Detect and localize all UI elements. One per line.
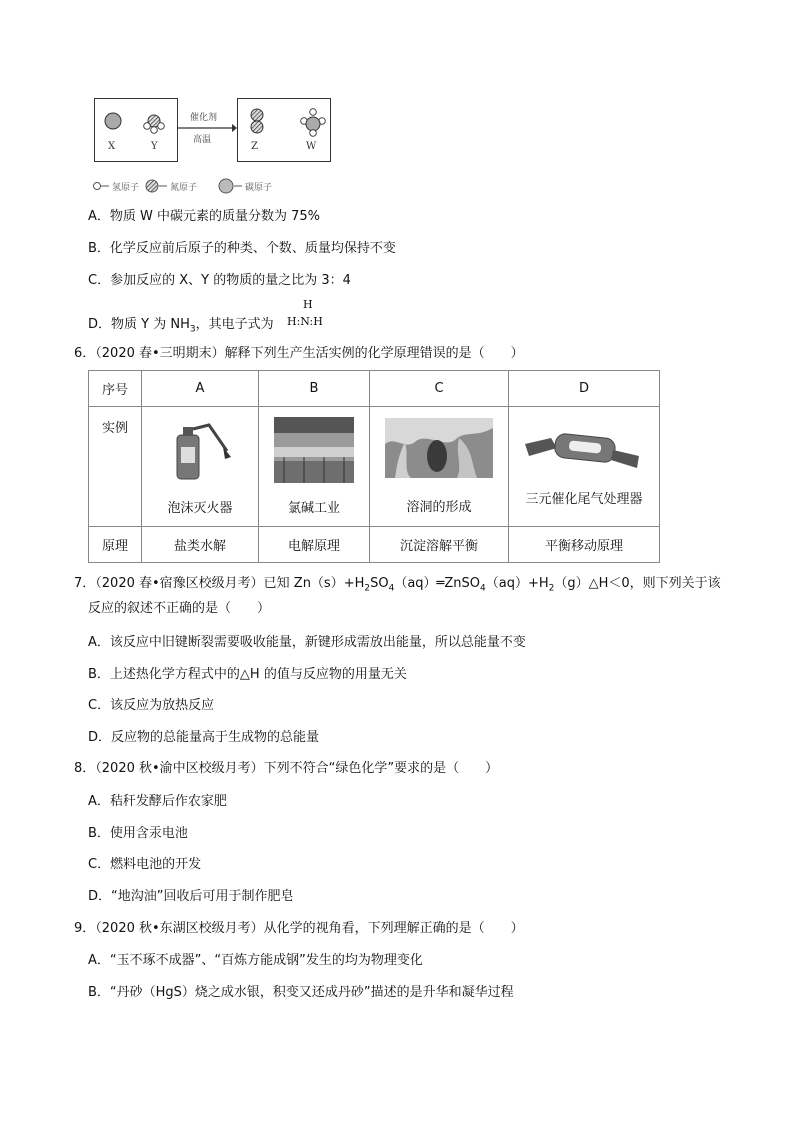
q5-option-d-text2: ，其电子式为 (195, 317, 274, 332)
q7-sub: 4 (388, 583, 395, 594)
example-label-c: 溶洞的形成 (406, 500, 472, 515)
label-y: Y (151, 141, 158, 152)
legend-nitrogen: 氮原子 (170, 183, 198, 193)
q7-option-b: B．上述热化学方程式中的△H 的值与反应物的用量无关 (88, 667, 407, 682)
header-cell: A (142, 371, 259, 407)
karst-cave-image (385, 418, 493, 478)
principle-cell-b: 电解原理 (259, 527, 370, 563)
principle-cell-a: 盐类水解 (142, 527, 259, 563)
header-cell: D (509, 371, 660, 407)
label-x: X (108, 141, 116, 152)
table-header-row (89, 371, 660, 407)
example-label-a: 泡沫灭火器 (167, 501, 233, 516)
q8-option-a: A．秸秆发酵后作农家肥 (88, 794, 227, 809)
q5-option-d (88, 316, 274, 339)
q7-stem-line2: 反应的叙述不正确的是（ ） (88, 601, 271, 616)
q7-option-a: A．该反应中旧键断裂需要吸收能量，新键形成需放出能量，所以总能量不变 (88, 635, 526, 650)
q7-sub: 2 (548, 583, 555, 594)
q9-stem: 9．（2020 秋•东湖区校级月考）从化学的视角看，下列理解正确的是（ ） (74, 921, 524, 936)
q9-option-b: B．“丹砂（HgS）烧之成水银，积变又还成丹砂”描述的是升华和凝华过程 (88, 985, 514, 1000)
q8-option-c: C．燃料电池的开发 (88, 857, 202, 872)
q7-sub: 4 (480, 583, 486, 594)
electron-formula: H:N:H (287, 315, 323, 328)
nitrogen-molecule-z-2 (251, 121, 263, 133)
label-w: W (306, 141, 317, 152)
q6-table (88, 370, 660, 563)
chlor-alkali-plant-image (274, 417, 354, 483)
header-cell: 序号 (89, 371, 142, 407)
example-cell-c (370, 407, 509, 527)
q7-stem-part: （aq）═ZnSO (394, 576, 481, 591)
q7-option-d: D．反应物的总能量高于生成物的总能量 (88, 730, 320, 745)
example-label-d: 三元催化尾气处理器 (525, 492, 643, 507)
label-z: Z (251, 141, 258, 152)
q8-option-b: B．使用含汞电池 (88, 826, 188, 841)
legend-hydrogen: 氢原子 (112, 183, 140, 193)
carbon-atom-x (105, 113, 121, 129)
legend-carbon: 碳原子 (245, 183, 273, 193)
arrow-top-label: 催化剂 (190, 113, 218, 123)
q5-option-a: A．物质 W 中碳元素的质量分数为 75% (88, 209, 321, 224)
q5-option-b: B．化学反应前后原子的种类、个数、质量均保持不变 (88, 241, 396, 256)
q7-stem-part: 7．（2020 春•宿豫区校级月考）已知 Zn（s）+H (74, 576, 365, 591)
q8-option-d: D．“地沟油”回收后可用于制作肥皂 (88, 889, 294, 904)
electron-formula-top: H (303, 298, 313, 311)
reactant-box (94, 98, 178, 162)
carbon-atom-w (306, 117, 320, 131)
q7-stem-part: （g）△H＜0，则下列关于该 (554, 576, 721, 591)
q5-option-d-sub: 3 (189, 324, 196, 335)
principle-cell-d: 平衡移动原理 (509, 527, 660, 563)
header-cell: C (370, 371, 509, 407)
catalytic-converter-image (521, 426, 647, 476)
q7-option-c: C．该反应为放热反应 (88, 698, 215, 713)
table-row (89, 407, 660, 527)
example-cell-b (259, 407, 370, 527)
fire-extinguisher-icon (165, 417, 235, 483)
q8-stem: 8．（2020 秋•渝中区校级月考）下列不符合“绿色化学”要求的是（ ） (74, 761, 499, 776)
q5-option-c: C．参加反应的 X、Y 的物质的量之比为 3：4 (88, 273, 351, 288)
q7-stem-part: SO (370, 576, 389, 591)
principle-cell-c: 沉淀溶解平衡 (370, 527, 509, 563)
arrow-bottom-label: 高温 (193, 135, 212, 145)
nitrogen-molecule-z-1 (251, 109, 263, 121)
table-row (89, 527, 660, 563)
row-label-principle: 原理 (89, 527, 142, 563)
example-cell-d (509, 407, 660, 527)
product-box (237, 98, 331, 162)
q5-option-d-text: D．物质 Y 为 NH (88, 317, 190, 332)
row-label-example: 实例 (89, 407, 142, 527)
q9-option-a: A．“玉不琢不成器”、“百炼方能成钢”发生的均为物理变化 (88, 953, 423, 968)
q7-stem-line1 (74, 575, 721, 598)
q7-stem-part: （aq）+H (485, 576, 549, 591)
header-cell: B (259, 371, 370, 407)
q7-sub: 2 (364, 583, 371, 594)
example-cell-a (142, 407, 259, 527)
q6-stem: 6．（2020 春•三明期末）解释下列生产生活实例的化学原理错误的是（ ） (74, 346, 524, 361)
example-label-b: 氯碱工业 (287, 501, 340, 516)
